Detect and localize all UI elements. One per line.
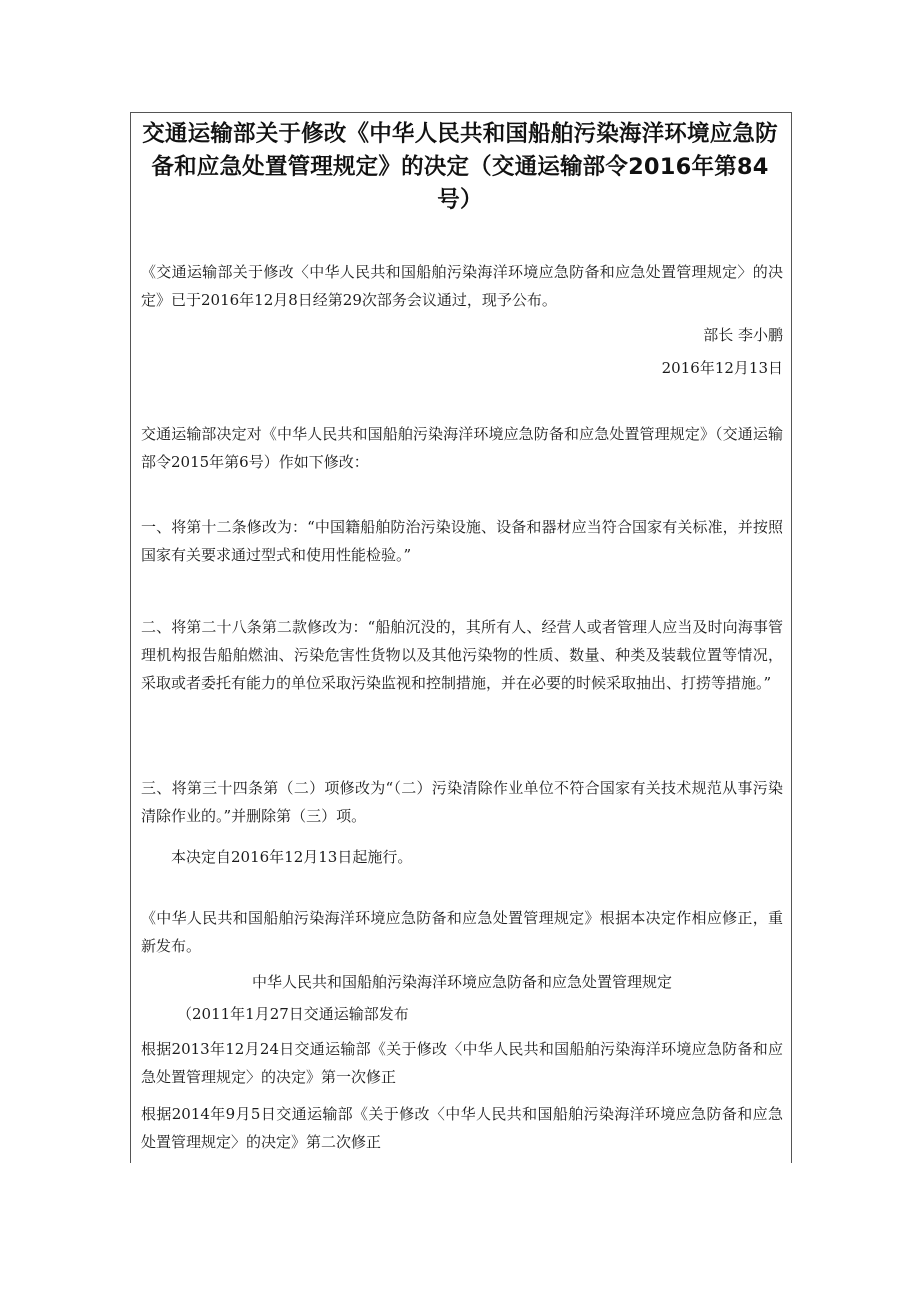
republish-statement: 《中华人民共和国船舶污染海洋环境应急防备和应急处置管理规定》根据本决定作相应修正，重新发布。 [141, 909, 783, 955]
signature: 部长 李小鹏 [703, 326, 783, 344]
effective-date-statement: 本决定自2016年12月13日起施行。 [171, 848, 413, 866]
history-item: （2011年1月27日交通运输部发布 [177, 1005, 409, 1023]
history-item: 根据2014年9月5日交通运输部《关于修改〈中华人民共和国船舶污染海洋环境应急防备和应急处置管理规定〉的决定》第二次修正 [141, 1105, 783, 1151]
history-item: 根据2013年12月24日交通运输部《关于修改〈中华人民共和国船舶污染海洋环境应急防备和应急处置管理规定〉的决定》第一次修正 [141, 1040, 783, 1086]
signature-date: 2016年12月13日 [661, 359, 783, 377]
amendment-2: 二、将第二十八条第二款修改为：“船舶沉没的，其所有人、经营人或者管理人应当及时向海事管理机构报告船舶燃油、污染危害性货物以及其他污染物的性质、数量、种类及装载位置等情况，采取或者委托有能力的单位采取污染监视和控制措施，并在必要的时候采取抽出、打捞等措施。” [141, 618, 783, 692]
amendment-1: 一、将第十二条修改为：“中国籍船舶防治污染设施、设备和器材应当符合国家有关标准，并按照国家有关要求通过型式和使用性能检验。” [141, 518, 783, 564]
decision-preamble: 交通运输部决定对《中华人民共和国船舶污染海洋环境应急防备和应急处置管理规定》（交通运输部令2015年第6号）作如下修改： [141, 425, 783, 471]
amendment-3: 三、将第三十四条第（二）项修改为“（二）污染清除作业单位不符合国家有关技术规范从事污染清除作业的。”并删除第（三）项。 [141, 779, 783, 825]
regulation-title: 中华人民共和国船舶污染海洋环境应急防备和应急处置管理规定 [251, 973, 672, 991]
intro-paragraph: 《交通运输部关于修改〈中华人民共和国船舶污染海洋环境应急防备和应急处置管理规定〉的决定》已于2016年12月8日经第29次部务会议通过，现予公布。 [141, 263, 783, 309]
document-title: 交通运输部关于修改《中华人民共和国船舶污染海洋环境应急防备和应急处置管理规定》的决定（交通运输部令2016年第84号） [142, 121, 778, 213]
